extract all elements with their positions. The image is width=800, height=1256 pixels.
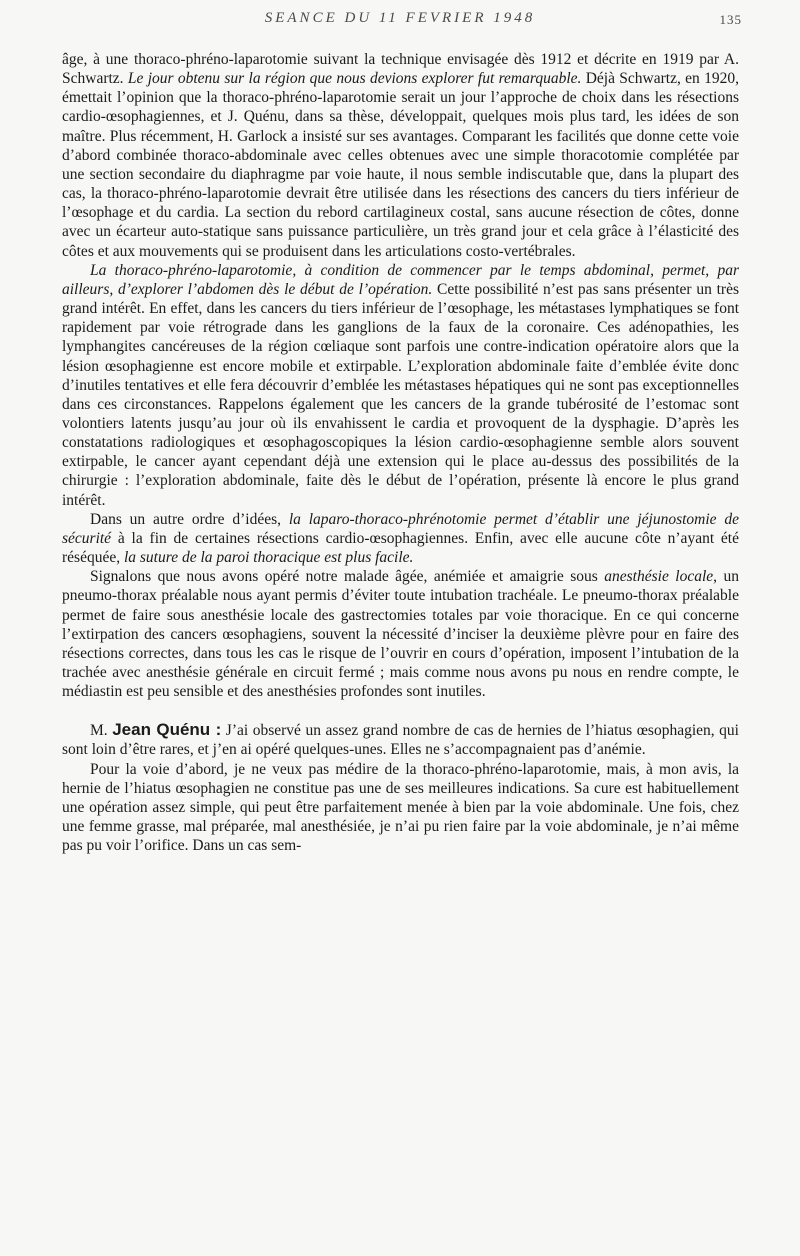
paragraph-5 [62,720,739,759]
paragraph-3-emphasis-2: la suture de la paroi thoracique est plus facile. [123,549,414,567]
paragraph-5-text-1: J’ai observé un assez grand nombre de cas de hernies de l’hiatus œsophagien, qui sont loin d’être rares, et j’en ai opéré quelques-unes. Elles ne s’accompagnaient pas d’anémie. [62,722,739,759]
paragraph-2 [62,261,739,510]
paragraph-4-text-1: Signalons que nous avons opéré notre malade âgée, anémiée et amaigrie sous [90,568,605,586]
paragraph-4-emphasis-1: anesthésie locale [604,568,714,586]
paragraph-3-text-2: à la fin de certaines résections cardio-œsophagiennes. Enfin, avec elle aucune côte n’ayant été réséquée, [62,529,739,567]
paragraph-3-text-1: Dans un autre ordre d’idées, [90,510,289,528]
running-title: SEANCE DU 11 FEVRIER 1948 [264,10,536,26]
paragraph-4 [62,567,739,701]
paragraph-2-emphasis-1: La thoraco-phréno-laparotomie, à condition de commencer par le temps abdominal, permet, par ailleurs, d’explorer l’abdomen dès le début de l’opération. [62,261,739,298]
paragraph-3 [62,510,739,567]
paragraph-1-text-2: Déjà Schwartz, en 1920, émettait l’opinion que la thoraco-phréno-laparotomie serait un jour l’approche de choix dans les résections cardio-œsophagiennes, et J. Quénu, dans sa thèse, développait, quelques mois plus tard, les idées de son maître. Plus récemment, H. Garlock a insisté sur ses avantages. Comparant les facilités que donne cette voie d’abord combinée thoraco-abdominale avec celles obtenues avec une simple thoracotomie complétée par une section secondaire du diaphragme par voie haute, il nous semble indiscutable que, dans la plupart des cas, la thoraco-phréno-laparotomie devrait être utilisée dans les résections des cancers du tiers inférieur de l’œsophage et du cardia. La section du rebord cartilagineux costal, sans aucune résection de côtes, donne avec un écarteur auto-statique sans puissance particulière, un très grand jour et cela grâce à l’élasticité des côtes et aux mouvements qui se produisent dans les articulations costo-vertébrales. [62,70,740,260]
paragraph-1-emphasis-1: Le jour obtenu sur la région que nous devions explorer fut remarquable. [127,70,582,88]
paragraph-4-text-2: , un pneumo-thorax préalable nous ayant permis d’éviter toute intubation trachéale. Le pneumo-thorax préalable permet de faire sous anesthésie locale des gastrectomies totales par voie thoracique. En ce qui concerne l’extirpation des cancers œsophagiens, souvent la nécessité d’inciser la deuxième plèvre pour en faire des résections correctes, dans tous les cas le risque de l’ouvrir en cours d’opération, imposent l’intubation de la trachée avec anesthésie générale en circuit fermé ; mais comme nous avons pu nous en rendre compte, le médiastin est peu sensible et des anesthésies profondes sont inutiles. [62,568,739,701]
paragraph-1 [62,50,739,261]
speaker-name: Jean Quénu : [112,720,222,740]
page-number: 135 [719,12,742,27]
paragraph-2-text-1: Cette possibilité n’est pas sans présenter un très grand intérêt. En effet, dans les cancers du tiers inférieur de l’œsophage, les métastases lymphatiques se font rapidement par voie rétrograde dans les ganglions de la faux de la coronaire. Ces adénopathies, les lymphangites cancéreuses de la région cœliaque sont parfois une contre-indication opératoire alors que la lésion œsophagienne est encore mobile et extirpable. L’exploration abdominale faite d’emblée évite donc d’inutiles tentatives et elle fera découvrir d’emblée les métastases hépatiques qui ne sont pas exceptionnelles dans ces circonstances. Rappelons également que les cancers de la grande tubérosité de l’estomac sont volontiers latents jusqu’au jour où ils envahissent le cardia et provoquent de la dysphagie. D’après les constatations radiologiques et œsophagoscopiques la lésion cardio-œsophagienne semble alors souvent extirpable, le cancer ayant cependant déjà une extension qui le place au-dessus des possibilités de la chirurgie : l’exploration abdominale, faite dès le début de l’opération, présente là encore le plus grand intérêt. [62,280,739,509]
paragraph-3-emphasis-1: la laparo-thoraco-phrénotomie permet d’établir une jéjunostomie de sécurité [62,510,739,547]
speaker-prefix: M. [90,722,113,740]
paragraph-6-text-1: Pour la voie d’abord, je ne veux pas médire de la thoraco-phréno-laparotomie, mais, à mon avis, la hernie de l’hiatus œsophagien ne constitue pas une de ses meilleures indications. Sa cure est habituellement une opération assez simple, qui peut être parfaitement menée à bien par la voie abdominale. Une fois, chez une femme grasse, mal préparée, mal anesthésiée, je n’ai pu rien faire par la voie abdominale, je n’ai même pas pu voir l’orifice. Dans un cas sem- [62,760,739,855]
paragraph-1-text-1: âge, à une thoraco-phréno-laparotomie suivant la technique envisagée dès 1912 et décrite en 1919 par A. Schwartz. [62,51,739,88]
running-head [0,10,800,34]
body-text [62,50,739,855]
paragraph-6 [62,760,739,856]
